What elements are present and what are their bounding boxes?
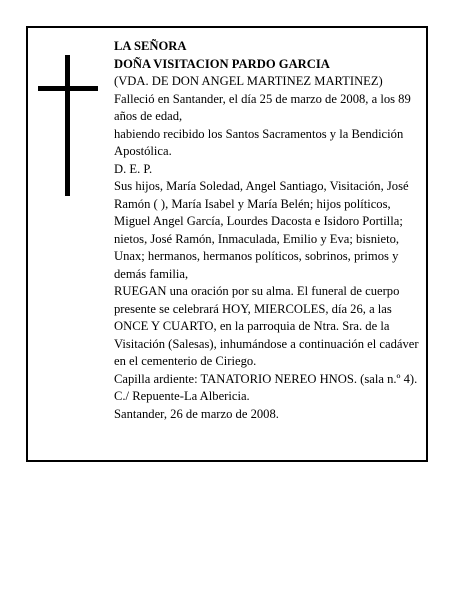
cross-icon-arm <box>38 86 98 91</box>
death-details: Falleció en Santander, el día 25 de marzo de 2008, a los 89 años de edad, <box>114 91 411 123</box>
deceased-name: DOÑA VISITACION PARDO GARCIA <box>114 56 330 71</box>
cross-icon <box>65 55 70 196</box>
rip-line: D. E. P. <box>114 161 153 176</box>
closing-line: Santander, 26 de marzo de 2008. <box>114 406 279 421</box>
notice-title: LA SEÑORA <box>114 39 187 53</box>
chapel-paragraph: Capilla ardiente: TANATORIO NEREO HNOS. (sala n.º 4). C./ Repuente-La Albericia. <box>114 371 418 403</box>
family-paragraph: Sus hijos, María Soledad, Angel Santiago, Visitación, José Ramón ( ), María Isabel y María Belén; hijos políticos, Miguel Angel García, Lourdes Dacosta e Isidoro Portilla; nietos, José Ramón, Inmaculada, Emilio y Eva; bisnieto, Unax; hermanos, hermanos políticos, sobrinos, primos y demás familia, <box>114 179 409 281</box>
request-paragraph: RUEGAN una oración por su alma. El funeral de cuerpo presente se celebrará HOY, MIERCOLES, día 26, a las ONCE Y CUARTO, en la parroquia de Ntra. Sra. de la Visitación (Salesas), inhumándose a continuación el cadáver en el cementerio de Ciriego. <box>114 284 419 368</box>
obituary-text <box>114 38 424 423</box>
widow-line: (VDA. DE DON ANGEL MARTINEZ MARTINEZ) <box>114 74 383 88</box>
sacraments-line: habiendo recibido los Santos Sacramentos y la Bendición Apostólica. <box>114 126 404 158</box>
